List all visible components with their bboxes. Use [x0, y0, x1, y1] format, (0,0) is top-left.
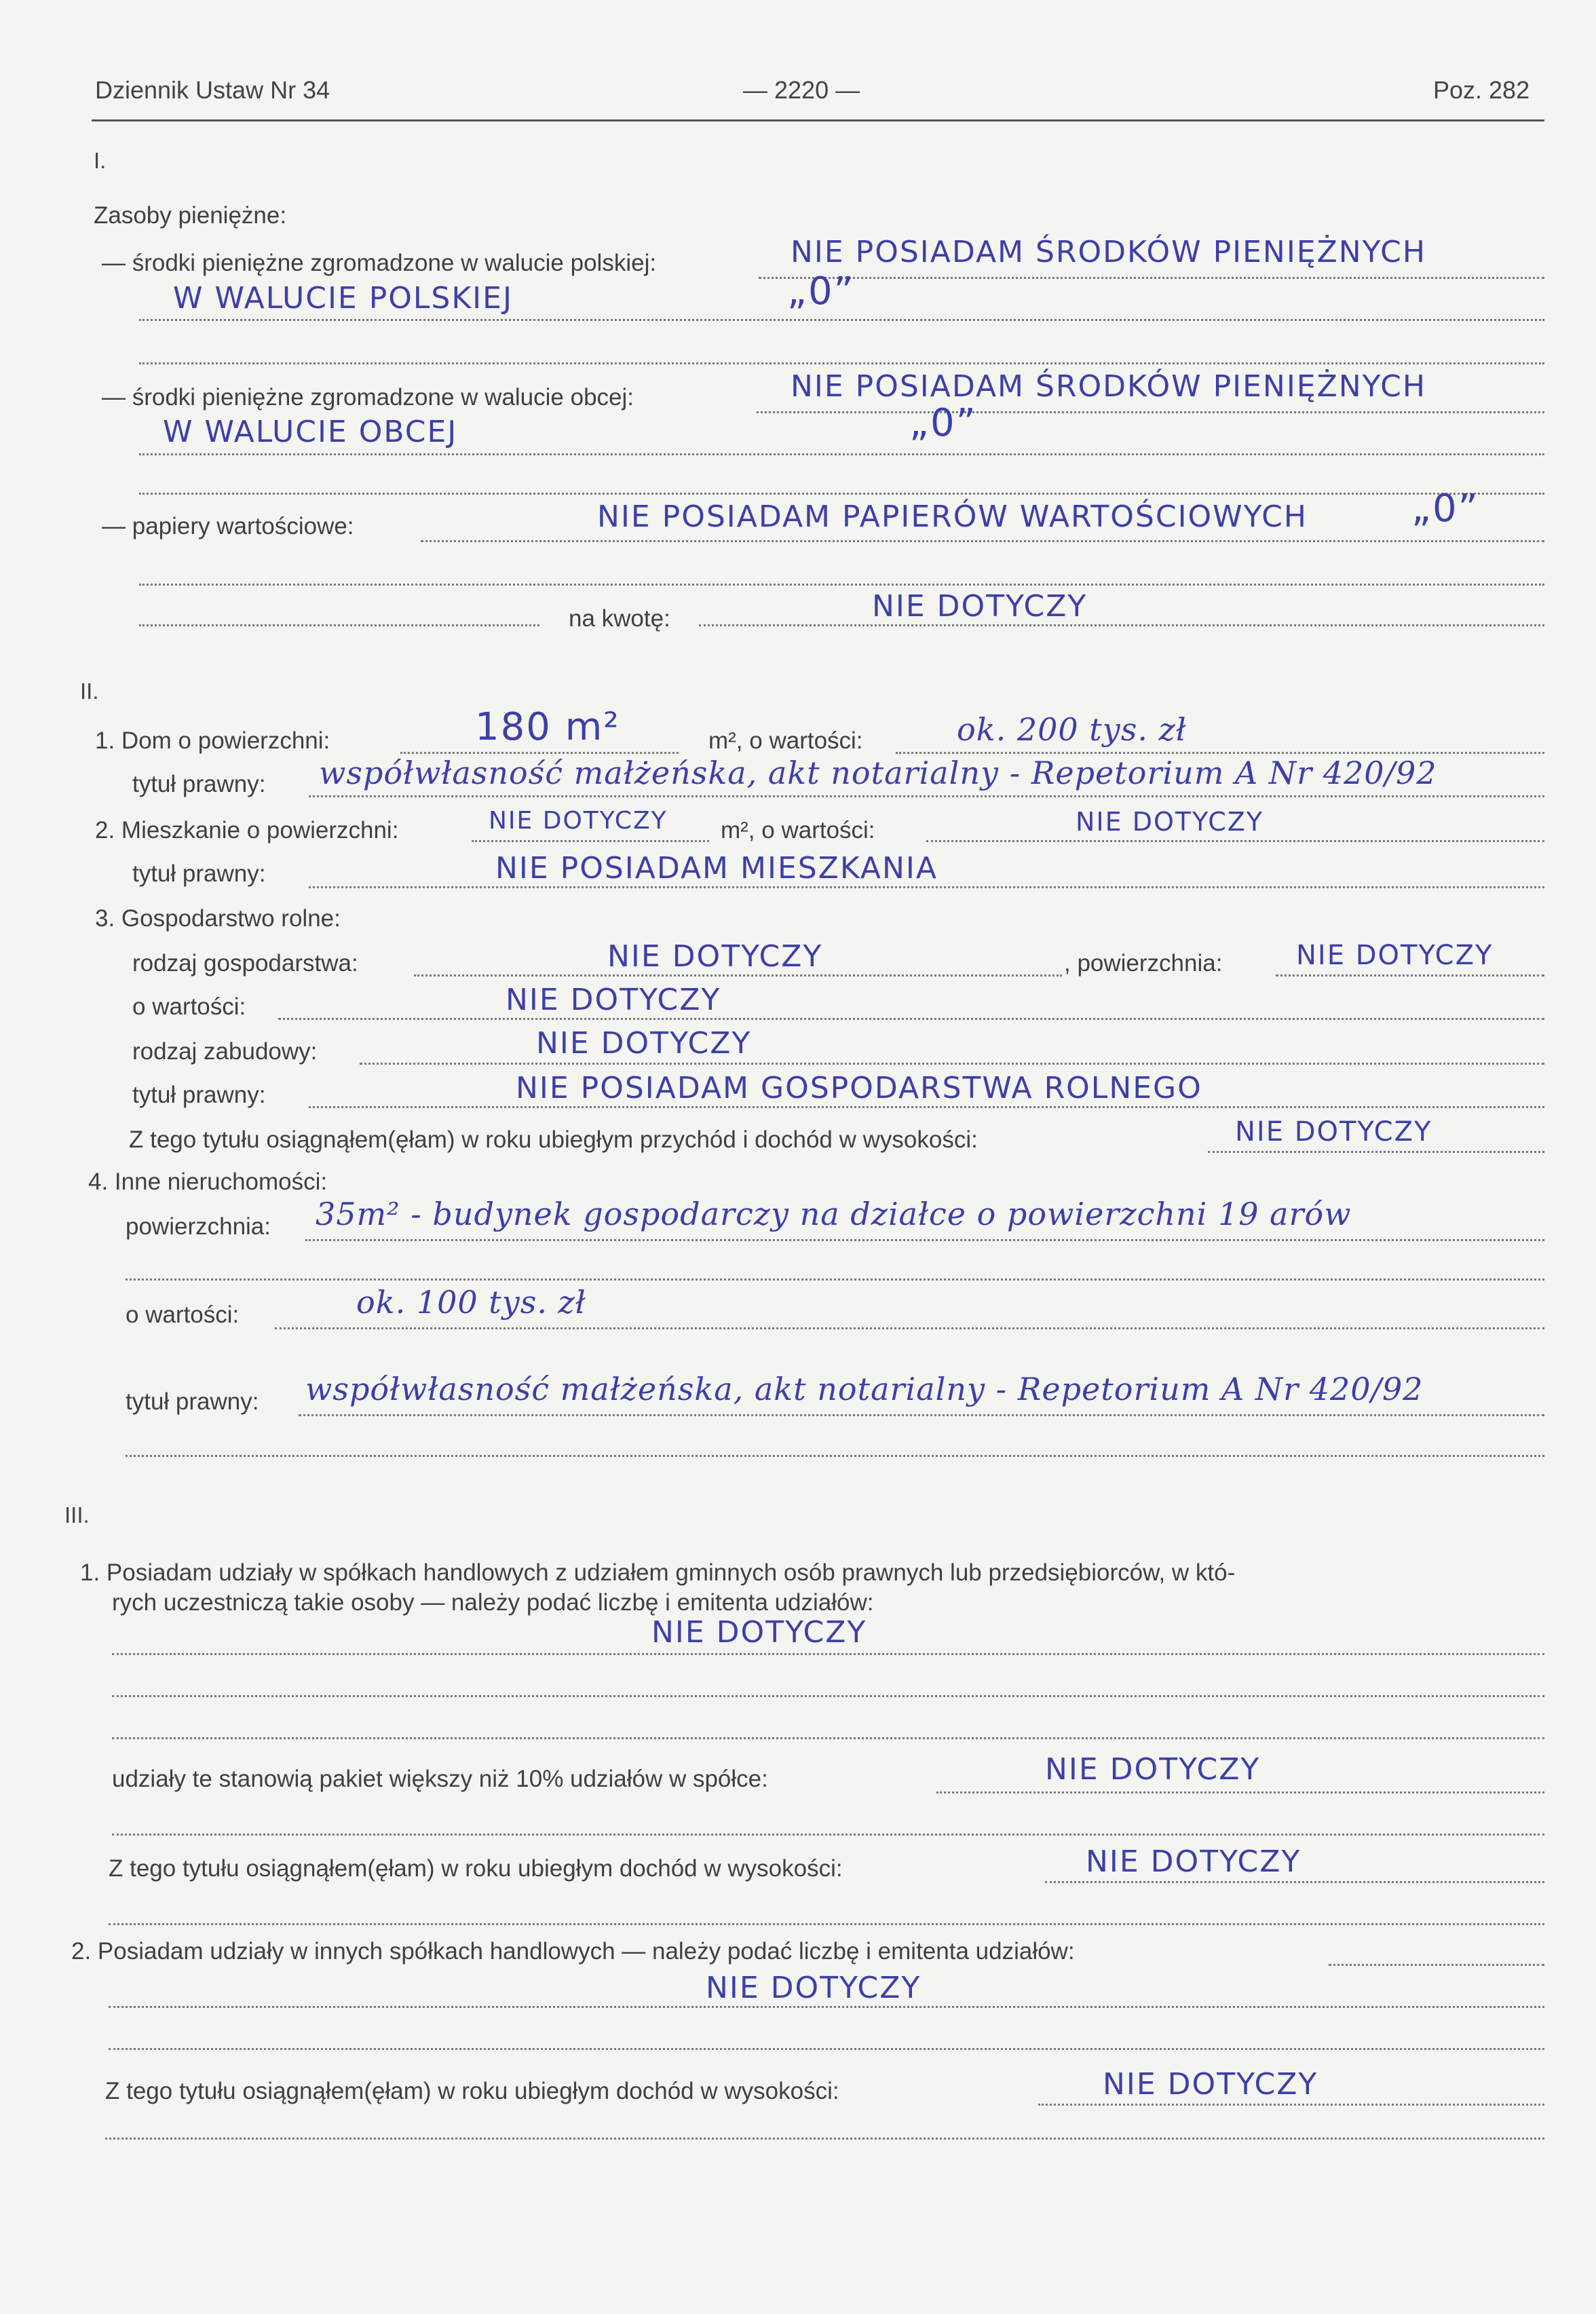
house-unit-label: m², o wartości: [708, 727, 863, 754]
house-title: współwłasność małżeńska, akt notarialny - Repetorium A Nr 420/92 [319, 755, 1437, 791]
q2-income-answer: NIE DOTYCZY [1103, 2067, 1318, 2102]
fx-funds-line-2 [139, 453, 1544, 455]
other-title-label: tytuł prawny: [126, 1388, 259, 1415]
pln-funds-label: — środki pieniężne zgromadzone w walucie polskiej: [102, 250, 657, 276]
pln-funds-line [759, 277, 1544, 279]
q2-answer-line-2 [109, 2048, 1544, 2050]
q1-income-line [1045, 1881, 1544, 1883]
pln-funds-value: „0” [787, 269, 855, 314]
page-number: — 2220 — [743, 76, 860, 104]
position-number: Poz. 282 [1433, 76, 1530, 104]
other-value: ok. 100 tys. zł [356, 1284, 586, 1321]
q1-income-answer: NIE DOTYCZY [1086, 1844, 1302, 1879]
section-1-title: Zasoby pieniężne: [94, 202, 287, 229]
farm-area-label: , powierzchnia: [1064, 950, 1223, 976]
q2-answer-line [109, 2006, 1544, 2008]
securities-label: — papiery wartościowe: [102, 513, 354, 539]
farm-area-line [1276, 974, 1544, 976]
other-title-line-2 [126, 1455, 1544, 1457]
journal-title: Dziennik Ustaw Nr 34 [95, 76, 330, 104]
fx-funds-answer: NIE POSIADAM ŚRODKÓW PIENIĘŻNYCH [791, 369, 1426, 404]
q1-text-line-1: 1. Posiadam udziały w spółkach handlowych z udziałem gminnych osób prawnych lub przedsiębiorców, w któ- [80, 1559, 1236, 1586]
other-area-line [305, 1239, 1544, 1241]
q1-text-line-2: rych uczestniczą takie osoby — należy podać liczbę i emitenta udziałów: [112, 1589, 874, 1616]
pln-funds-line-2 [139, 319, 1544, 321]
house-value: ok. 200 tys. zł [957, 711, 1187, 748]
house-title-label: tytuł prawny: [132, 771, 266, 797]
house-area: 180 m² [475, 705, 620, 749]
q2-income-line [1038, 2104, 1544, 2106]
q1-share-line-2 [112, 1834, 1544, 1836]
farm-buildings: NIE DOTYCZY [536, 1026, 752, 1061]
farm-title-line [309, 1106, 1544, 1108]
header-rule [92, 119, 1544, 121]
q1-share-label: udziały te stanowią pakiet większy niż 10% udziałów w spółce: [112, 1766, 768, 1792]
q1-answer-line-3 [112, 1737, 1544, 1739]
other-area-line-2 [126, 1278, 1544, 1281]
fx-funds-value: „0” [909, 401, 977, 445]
house-area-line [400, 752, 679, 754]
flat-title-label: tytuł prawny: [132, 860, 266, 887]
amount-answer: NIE DOTYCZY [872, 589, 1088, 624]
flat-title: NIE POSIADAM MIESZKANIA [495, 851, 938, 886]
flat-title-line [309, 886, 1544, 888]
section-1-numeral: I. [94, 148, 107, 173]
other-value-line [275, 1327, 1544, 1329]
section-3-numeral: III. [64, 1502, 90, 1528]
q1-income-line-2 [109, 1923, 1544, 1925]
flat-value: NIE DOTYCZY [1076, 807, 1264, 837]
farm-income-line [1208, 1151, 1544, 1153]
house-label: 1. Dom o powierzchni: [95, 727, 330, 754]
farm-value-label: o wartości: [132, 993, 246, 1020]
other-area: 35m² - budynek gospodarczy na działce o powierzchni 19 arów [316, 1196, 1352, 1232]
fx-funds-label: — środki pieniężne zgromadzone w walucie obcej: [102, 384, 634, 411]
amount-label: na kwotę: [569, 605, 670, 632]
q1-answer: NIE DOTYCZY [651, 1615, 867, 1650]
farm-title: NIE POSIADAM GOSPODARSTWA ROLNEGO [516, 1071, 1202, 1105]
other-value-label: o wartości: [126, 1302, 240, 1328]
q2-income-line-2 [105, 2138, 1544, 2140]
farm-area: NIE DOTYCZY [1296, 940, 1494, 971]
pln-funds-answer-2: W WALUCIE POLSKIEJ [173, 281, 513, 316]
farm-value-line [278, 1018, 1544, 1020]
flat-value-line [926, 840, 1544, 842]
farm-buildings-line [360, 1063, 1544, 1065]
farm-label: 3. Gospodarstwo rolne: [95, 905, 341, 932]
q1-answer-line-2 [112, 1695, 1544, 1697]
securities-line [421, 540, 1544, 542]
pln-funds-line-3 [139, 362, 1544, 364]
farm-type-line [414, 974, 1062, 976]
farm-title-label: tytuł prawny: [132, 1082, 266, 1108]
flat-area-line [472, 840, 709, 842]
pln-funds-answer: NIE POSIADAM ŚRODKÓW PIENIĘŻNYCH [791, 235, 1426, 269]
q2-label: 2. Posiadam udziały w innych spółkach handlowych — należy podać liczbę i emitenta udziałów: [71, 1938, 1075, 1965]
securities-line-2 [139, 584, 1544, 586]
q1-share-line [936, 1791, 1544, 1794]
securities-value: „0” [1411, 487, 1479, 531]
other-property-label: 4. Inne nieruchomości: [88, 1169, 328, 1195]
q1-share-answer: NIE DOTYCZY [1045, 1752, 1261, 1787]
amount-lead-line [139, 624, 539, 626]
q2-lead-line [1329, 1964, 1544, 1966]
fx-funds-line-3 [139, 493, 1544, 495]
farm-value: NIE DOTYCZY [506, 983, 721, 1017]
q1-income-label: Z tego tytułu osiągnąłem(ęłam) w roku ubiegłym dochód w wysokości: [109, 1855, 843, 1882]
farm-type: NIE DOTYCZY [607, 939, 823, 974]
section-2-numeral: II. [80, 679, 99, 704]
other-title: współwłasność małżeńska, akt notarialny - Repetorium A Nr 420/92 [305, 1371, 1424, 1407]
farm-buildings-label: rodzaj zabudowy: [132, 1038, 318, 1065]
house-value-line [896, 752, 1544, 754]
flat-unit-label: m², o wartości: [721, 817, 875, 843]
flat-label: 2. Mieszkanie o powierzchni: [95, 817, 399, 843]
q2-income-label: Z tego tytułu osiągnąłem(ęłam) w roku ubiegłym dochód w wysokości: [105, 2078, 839, 2104]
flat-area: NIE DOTYCZY [489, 807, 668, 835]
farm-income-label: Z tego tytułu osiągnąłem(ęłam) w roku ubiegłym przychód i dochód w wysokości: [129, 1126, 978, 1153]
fx-funds-answer-2: W WALUCIE OBCEJ [163, 415, 458, 449]
farm-type-label: rodzaj gospodarstwa: [132, 950, 358, 976]
other-area-label: powierzchnia: [126, 1213, 271, 1240]
q2-answer: NIE DOTYCZY [706, 1971, 922, 2005]
house-title-line [309, 795, 1544, 797]
fx-funds-line [757, 411, 1544, 413]
securities-answer: NIE POSIADAM PAPIERÓW WARTOŚCIOWYCH [597, 499, 1308, 534]
other-title-line [299, 1414, 1544, 1416]
farm-income: NIE DOTYCZY [1235, 1116, 1432, 1147]
q1-answer-line [112, 1653, 1544, 1655]
amount-line [699, 624, 1544, 626]
